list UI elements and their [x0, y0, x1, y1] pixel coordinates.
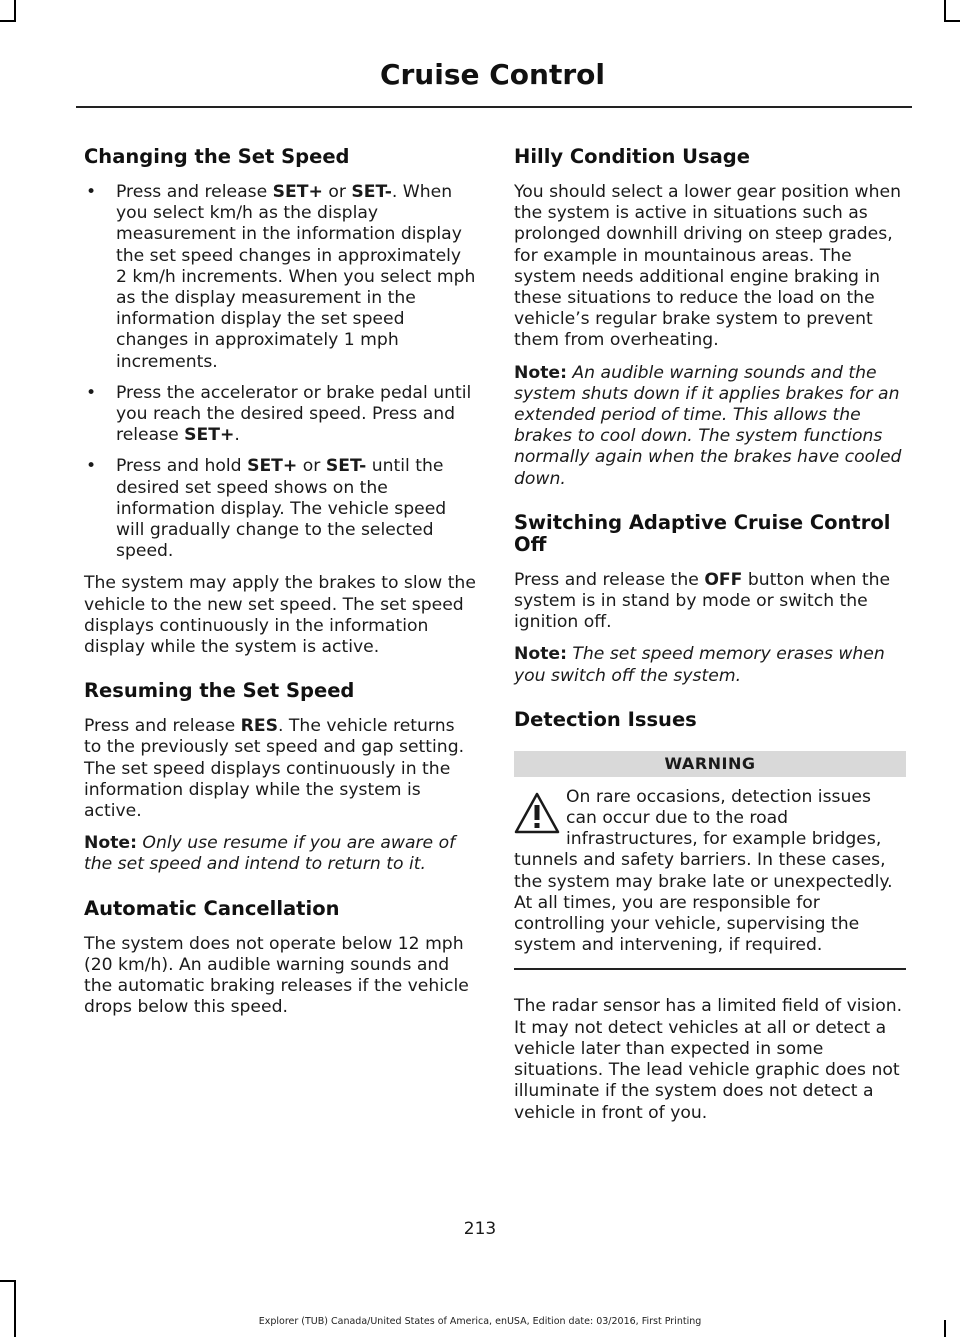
- warning-header: WARNING: [514, 751, 906, 777]
- page-number: 213: [463, 1219, 497, 1239]
- paragraph: The radar sensor has a limited field of vision. It may not detect vehicles at all or detect a vehicle later than expected in some situations. The lead vehicle graphic does not illuminate if the system does not detect a vehicle in front of you.: [514, 996, 903, 1123]
- warning-block: [514, 787, 906, 957]
- crop-mark-top-right-h: [944, 20, 960, 22]
- crop-mark-top-left-h: [0, 20, 16, 22]
- note: Note: Only use resume if you are aware of the set speed and intend to return to it.: [84, 833, 456, 875]
- note: Note: The set speed memory erases when you switch off the system.: [514, 644, 885, 686]
- note: Note: An audible warning sounds and the system shuts down if it applies brakes for an extended period of time. This allows the brakes to cool down. The system functions normally again when the brakes have cooled down.: [514, 362, 902, 489]
- note-label: Note:: [514, 362, 567, 383]
- warning-triangle-icon: [514, 791, 560, 835]
- left-column: [84, 146, 476, 1030]
- crop-mark-bottom-left-h: [0, 1280, 16, 1282]
- crop-mark-bottom-left-v: [14, 1280, 16, 1337]
- list-item: • Press and release SET+ or SET-. When you select km/h as the display measurement in the information display the set speed changes in approximately 2 km/h increments. When you select mph as the display measurement in the information display the set speed changes in approximately 1 mph increments.: [86, 182, 476, 372]
- section-heading-switching-acc-off: Switching Adaptive Cruise Control Off: [514, 510, 891, 556]
- section-heading-detection-issues: Detection Issues: [514, 707, 697, 731]
- section-heading-changing-set-speed: Changing the Set Speed: [84, 145, 350, 168]
- crop-mark-top-left-v: [14, 0, 16, 22]
- crop-mark-top-right-v: [944, 0, 946, 22]
- section-heading-automatic-cancellation: Automatic Cancellation: [84, 896, 340, 920]
- section-heading-hilly-condition: Hilly Condition Usage: [514, 145, 750, 168]
- section-heading-resuming-set-speed: Resuming the Set Speed: [84, 679, 355, 703]
- header-rule: [76, 106, 912, 108]
- page-title: Cruise Control: [379, 58, 605, 91]
- list-item: • Press the accelerator or brake pedal until you reach the desired speed. Press and release SET+.: [86, 382, 472, 446]
- bullet-list: [84, 182, 476, 562]
- note-label: Note:: [514, 644, 567, 665]
- paragraph: The system may apply the brakes to slow the vehicle to the new set speed. The set speed displays continuously in the information display while the system is active.: [84, 573, 476, 658]
- paragraph: Press and release the OFF button when the system is in stand by mode or switch the ignition off.: [514, 569, 891, 633]
- warning-text: On rare occasions, detection issues can occur due to the road infrastructures, for example bridges, tunnels and safety barriers. In these cases, the system may brake late or unexpectedly. At all times, you are responsible for controlling your vehicle, supervising the system and intervening, if required.: [514, 786, 893, 956]
- warning-divider: [514, 968, 906, 970]
- bullet-icon: •: [86, 382, 97, 403]
- bullet-icon: •: [86, 456, 97, 477]
- list-item: • Press and hold SET+ or SET- until the desired set speed shows on the information display. The vehicle speed will gradually change to the selected speed.: [86, 456, 447, 562]
- right-column: [514, 146, 906, 1135]
- paragraph: You should select a lower gear position when the system is active in situations such as prolonged downhill driving on steep grades, for example in mountainous areas. The system needs additional engine braking in these situations to reduce the load on the vehicle’s regular brake system to prevent them from overheating.: [514, 182, 901, 351]
- paragraph: Press and release RES. The vehicle returns to the previously set speed and gap setting. The set speed displays continuously in the information display while the system is active.: [84, 716, 465, 822]
- note-label: Note:: [84, 833, 137, 854]
- bullet-icon: •: [86, 182, 97, 202]
- footer-text: Explorer (TUB) Canada/United States of America, enUSA, Edition date: 03/2016, First Printing: [258, 1316, 702, 1327]
- paragraph: The system does not operate below 12 mph (20 km/h). An audible warning sounds and the automatic braking releases if the vehicle drops below this speed.: [84, 933, 469, 1018]
